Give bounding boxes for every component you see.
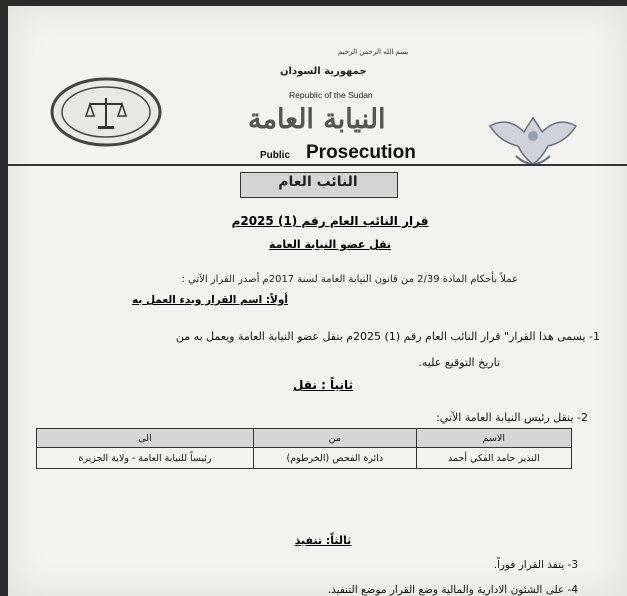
transfer-table: [36, 428, 572, 469]
prosecution-seal-logo: [48, 76, 164, 148]
prosecution-title-ar: النيابة العامة: [248, 104, 386, 135]
cell-name: النذير حامد الفكي أحمد: [416, 448, 571, 469]
decision-title: قرار النائب العام رقم (1) 2025م: [231, 214, 429, 228]
header-to: الى: [37, 429, 254, 448]
republic-title-ar: جمهورية السودان: [280, 66, 367, 77]
cell-from: دائرة الفحص (الخرطوم): [253, 448, 416, 469]
table-row: [37, 448, 572, 469]
document-page: [8, 6, 627, 596]
decision-subject: نقل عضو النيابة العامة: [268, 238, 392, 251]
header-from: من: [253, 429, 416, 448]
section-third-heading: ثالثاً: تنفيذ: [294, 534, 352, 547]
header-name: الاسم: [416, 429, 571, 448]
attorney-general-label: النائب العام: [278, 174, 358, 190]
item1-line2: تاريخ التوقيع عليه.: [418, 356, 500, 369]
cell-to: رئيساً للنيابة العامة - ولاية الجزيرة: [37, 448, 254, 469]
item1-line1: 1- يسمى هذا القرار" قرار النائب العام رقم (1) 2025م بنقل عضو النيابة العامة ويعمل به من: [175, 330, 600, 343]
public-label-en: Public: [260, 150, 291, 161]
section-second-heading: ثانياً : نقل: [293, 378, 353, 392]
item3-text: 3- يتفذ القرار فوراً.: [493, 559, 578, 571]
preamble-text: عملاً بأحكام المادة 2/39 من قانون النيابة العامة لسنة 2017م أصدر القرار الآتي :: [181, 274, 518, 285]
item4-text: 4- على الشئون الادارية والمالية وضع القرار موضع التنفيذ.: [327, 584, 578, 596]
header-divider: [8, 164, 627, 166]
republic-title-en: Republic of the Sudan: [289, 90, 373, 100]
section-first-heading: أولاً: اسم القرار وبدء العمل به: [132, 294, 288, 306]
basmala-text: بسم الله الرحمن الرحيم: [338, 48, 409, 56]
table-header-row: [37, 429, 572, 448]
prosecution-title-en: Prosecution: [306, 142, 416, 163]
item2-text: 2- ينقل رئيس النيابة العامة الآتي:: [436, 411, 588, 424]
